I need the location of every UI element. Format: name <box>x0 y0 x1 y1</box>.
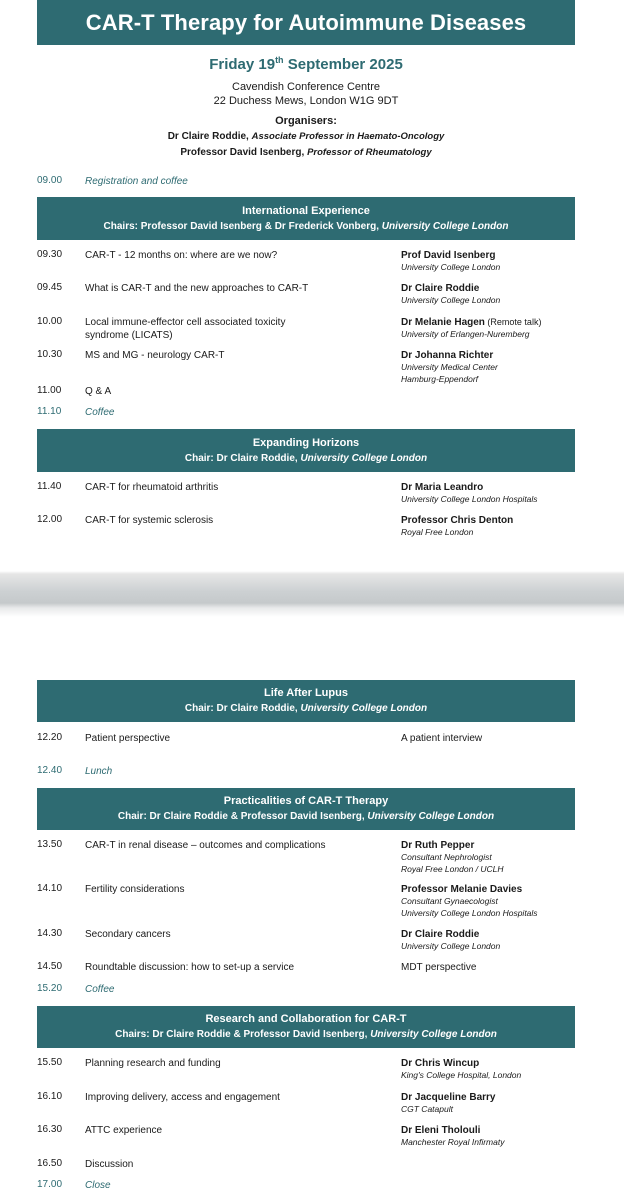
speaker: Professor Melanie Davies Consultant Gynaecologist University College London Hospitals <box>401 884 538 918</box>
speaker: Professor Chris Denton Royal Free London <box>401 515 514 537</box>
speaker: Dr Johanna Richter University Medical Center Hamburg-Eppendorf <box>401 350 498 384</box>
organiser: Dr Claire Roddie, Associate Professor in Haemato-Oncology <box>167 131 445 142</box>
speaker: Dr Melanie Hagen (Remote talk) University of Erlangen-Nuremberg <box>401 317 542 339</box>
page-title-banner <box>37 0 575 45</box>
page-title: CAR-T Therapy for Autoimmune Diseases <box>85 9 527 35</box>
session-header: International Experience Chairs: Professor David Isenberg & Dr Frederick Vonberg, University College London <box>37 197 575 240</box>
venue <box>37 80 575 108</box>
speaker: Dr Maria Leandro University College London Hospitals <box>401 482 538 504</box>
speaker: Dr Ruth Pepper Consultant Nephrologist Royal Free London / UCLH <box>401 840 504 874</box>
event-date: Friday 19th September 2025 <box>209 55 403 73</box>
organisers-label: Organisers: <box>275 115 337 127</box>
speaker: A patient interview <box>401 733 483 744</box>
organiser: Professor David Isenberg, Professor of Rheumatology <box>180 147 432 158</box>
venue-name: Cavendish Conference Centre <box>232 81 380 93</box>
speaker: Prof David Isenberg University College London <box>401 250 501 272</box>
venue-address: 22 Duchess Mews, London W1G 9DT <box>213 95 399 107</box>
speaker: Dr Claire Roddie University College London <box>401 283 501 305</box>
session-header: Practicalities of CAR-T Therapy Chair: Dr Claire Roddie & Professor David Isenberg, University College London <box>37 788 575 830</box>
session-header: Expanding Horizons Chair: Dr Claire Roddie, University College London <box>37 429 575 472</box>
speaker: Dr Chris Wincup King's College Hospital, London <box>401 1058 522 1080</box>
session-header: Life After Lupus Chair: Dr Claire Roddie, University College London <box>37 680 575 722</box>
session-header: Research and Collaboration for CAR-T Chairs: Dr Claire Roddie & Professor David Isenberg, University College London <box>37 1006 575 1048</box>
speaker: Dr Claire Roddie University College London <box>401 929 501 951</box>
page-divider <box>0 571 624 659</box>
speaker: MDT perspective <box>401 962 477 973</box>
speaker: Dr Jacqueline Barry CGT Catapult <box>401 1092 496 1114</box>
speaker: Dr Eleni Tholouli Manchester Royal Infirmaty <box>401 1125 505 1147</box>
